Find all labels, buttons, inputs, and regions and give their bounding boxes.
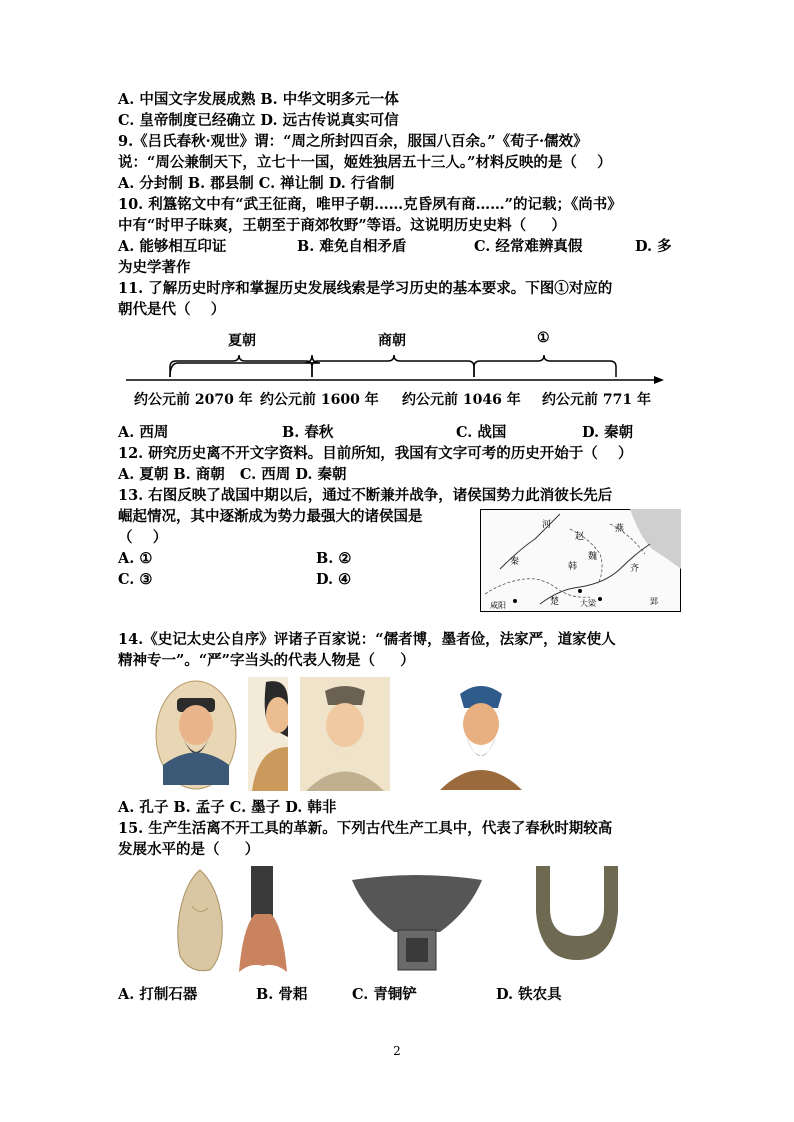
q10-option-d-continued: 为史学著作	[118, 259, 191, 276]
map-label-xianyang: 咸阳	[490, 601, 506, 610]
q11-option-a: A. 西周	[118, 424, 169, 441]
q13-stem-line-3: （ ）	[118, 529, 168, 546]
q12-options: A. 夏朝 B. 商朝 C. 西周 D. 秦朝	[118, 466, 347, 483]
q14-options: A. 孔子 B. 孟子 C. 墨子 D. 韩非	[118, 799, 337, 816]
q10-stem-line-2: 中有“时甲子昧爽，王朝至于商郊牧野”等语。这说明历史史料（ ）	[118, 217, 566, 234]
q15-option-c: C. 青铜铲	[352, 986, 417, 1003]
q14-stem-line-2: 精神专一”。“严”字当头的代表人物是（ ）	[118, 652, 415, 669]
map-label-river: 河	[542, 520, 552, 530]
page-number: 2	[393, 1044, 401, 1058]
q15-option-b: B. 骨耜	[256, 986, 308, 1003]
image-iron-tool	[510, 862, 644, 968]
q11-option-c: C. 战国	[456, 424, 507, 441]
timeline-date-3: 约公元前 1046 年	[402, 392, 521, 408]
q11-stem-line-2: 朝代是代（ ）	[118, 301, 226, 318]
q8-options-line-2: C. 皇帝制度已经确立 D. 远古传说真实可信	[118, 112, 399, 129]
q10-option-a: A. 能够相互印证	[118, 238, 227, 255]
q8-options-line-1: A. 中国文字发展成熟 B. 中华文明多元一体	[118, 91, 399, 108]
q15-option-a: A. 打制石器	[118, 986, 198, 1003]
map-label-wei: 魏	[588, 552, 598, 562]
q13-option-c: C. ③	[118, 571, 153, 588]
image-chipped-stone-tool	[170, 866, 230, 974]
q10-option-c: C. 经常难辨真假	[474, 238, 583, 255]
timeline-date-2: 约公元前 1600 年	[260, 392, 379, 408]
warring-states-map	[480, 509, 681, 612]
map-label-zhao: 赵	[575, 532, 585, 542]
map-label-ying: 郢	[650, 597, 658, 606]
q10-option-d: D. 多	[635, 238, 672, 255]
q13-stem-line-1: 13. 右图反映了战国中期以后，通过不断兼并战争，诸侯国势力此消彼长先后	[118, 487, 613, 504]
q9-stem-line-1: 9.《吕氏春秋·观世》谓：“周之所封四百余，服国八百余。”《荀子·儒效》	[118, 133, 588, 150]
map-label-chu: 楚	[550, 597, 560, 607]
timeline-period-1: ①	[537, 330, 550, 346]
portrait-mencius	[248, 677, 288, 791]
timeline-date-1: 约公元前 2070 年	[134, 392, 253, 408]
map-label-daliang: 大梁	[580, 599, 596, 608]
q13-option-b: B. ②	[316, 550, 352, 567]
map-label-yan: 燕	[615, 524, 625, 534]
q10-option-b: B. 难免自相矛盾	[297, 238, 407, 255]
q15-stem-line-1: 15. 生产生活离不开工具的革新。下列古代生产工具中，代表了春秋时期较高	[118, 820, 613, 837]
q13-stem-line-2: 崛起情况，其中逐渐成为势力最强大的诸侯国是	[118, 508, 423, 525]
q13-option-d: D. ④	[316, 571, 352, 588]
q15-stem-line-2: 发展水平的是（ ）	[118, 841, 260, 858]
image-bronze-shovel	[350, 870, 484, 976]
q15-option-d: D. 铁农具	[496, 986, 562, 1003]
q11-stem-line-1: 11. 了解历史时序和掌握历史发展线索是学习历史的基本要求。下图①对应的	[118, 280, 613, 297]
portrait-mozi	[300, 677, 390, 791]
q12-stem: 12. 研究历史离不开文字资料。目前所知，我国有文字可考的历史开始于（ ）	[118, 445, 633, 462]
map-label-han: 韩	[568, 562, 578, 572]
q11-option-d: D. 秦朝	[582, 424, 634, 441]
timeline-date-4: 约公元前 771 年	[542, 392, 651, 408]
timeline-period-shang: 商朝	[378, 333, 406, 349]
q9-options: A. 分封制 B. 郡县制 C. 禅让制 D. 行省制	[118, 175, 395, 192]
map-label-qin: 秦	[510, 557, 520, 567]
portrait-confucius	[155, 680, 237, 790]
q14-stem-line-1: 14.《史记太史公自序》评诸子百家说：“儒者博，墨者俭，法家严，道家使人	[118, 631, 616, 648]
timeline-period-xia: 夏朝	[228, 333, 256, 349]
map-label-qi: 齐	[630, 564, 640, 574]
q13-option-a: A. ①	[118, 550, 153, 567]
q11-option-b: B. 春秋	[282, 424, 334, 441]
portrait-hanfei	[438, 678, 524, 790]
q10-stem-line-1: 10. 利簋铭文中有“武王征商，唯甲子朝……克昏夙有商……”的记载；《尚书》	[118, 196, 622, 213]
q9-stem-line-2: 说：“周公兼制天下，立七十一国，姬姓独居五十三人。”材料反映的是（ ）	[118, 154, 612, 171]
image-bone-spade	[233, 866, 293, 974]
